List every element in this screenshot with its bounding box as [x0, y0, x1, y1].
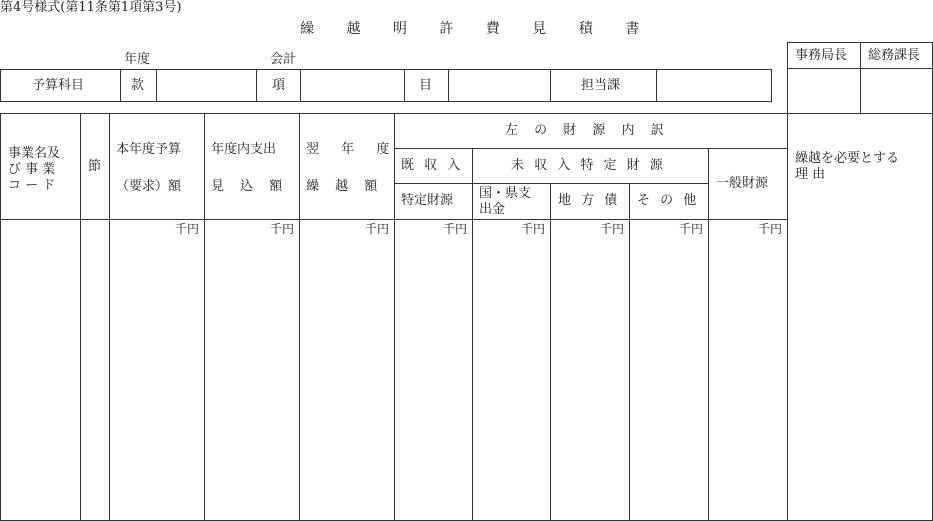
col-reason-line2: 理 由	[795, 167, 826, 182]
dept-field[interactable]	[657, 70, 771, 101]
kou-field[interactable]	[301, 70, 403, 101]
col-project-line3: コ ー ド	[8, 178, 56, 193]
project-cell[interactable]	[1, 220, 79, 520]
fiscal-year-label: 年度	[124, 52, 151, 67]
specific-cell[interactable]	[395, 238, 471, 520]
dept-label: 担当課	[581, 78, 621, 93]
unit-other: 千円	[678, 222, 703, 236]
col-section: 節	[88, 159, 102, 174]
director-stamp-area[interactable]	[788, 69, 859, 113]
budget-row-divider	[404, 69, 405, 102]
funding-header: 左 の 財 源 内 訳	[505, 123, 670, 138]
other-cell[interactable]	[630, 238, 707, 520]
col-project-line1	[8, 147, 74, 160]
unreceived-header-bottom	[394, 183, 708, 184]
col-other: そ の 他	[637, 193, 700, 208]
kan-label: 款	[131, 78, 145, 93]
unit-general: 千円	[757, 222, 782, 236]
budget-row-divider	[120, 69, 121, 102]
col-subsidy-line2: 出金	[479, 202, 506, 217]
unit-bond: 千円	[599, 222, 624, 236]
moku-field[interactable]	[449, 70, 549, 101]
col-received: 既 収 入	[401, 158, 464, 173]
col-carry-line2: 繰 越 額	[306, 179, 384, 194]
funding-header-bottom	[394, 148, 787, 149]
budget-row-divider	[256, 69, 257, 102]
col-bond: 地 方 債	[558, 193, 621, 208]
unit-carry: 千円	[364, 222, 389, 236]
budget-row-divider	[550, 69, 551, 102]
reason-cell[interactable]	[788, 190, 932, 520]
section-cell[interactable]	[81, 220, 108, 520]
accounting-label: 会計	[270, 52, 297, 67]
col-budget-line2: （要求）額	[116, 179, 182, 194]
section-chief-stamp-area[interactable]	[861, 69, 932, 113]
subsidy-cell[interactable]	[473, 238, 549, 520]
form-number: 第4号様式(第11条第1項第3号)	[0, 0, 182, 15]
document-title: 繰 越 明 許 費 見 積 書	[300, 21, 654, 37]
col-specific: 特定財源	[401, 193, 454, 208]
unit-subsidy: 千円	[520, 222, 545, 236]
col-expend-line2: 見 込 額	[211, 179, 289, 194]
unit-expend: 千円	[269, 222, 294, 236]
unit-budget: 千円	[174, 222, 199, 236]
section-chief-label: 総務課長	[868, 48, 921, 63]
general-cell[interactable]	[709, 238, 786, 520]
col-budget-line1: 本年度予算	[116, 142, 182, 157]
budget-cell[interactable]	[110, 238, 203, 520]
kou-label: 項	[272, 78, 286, 93]
col-unreceived: 未 収 入 特 定 財 源	[511, 158, 666, 173]
col-general: 一般財源	[716, 176, 769, 191]
expend-cell[interactable]	[205, 238, 298, 520]
col-subsidy-line1: 国・県支	[479, 186, 532, 201]
kan-field[interactable]	[157, 70, 255, 101]
unit-specific: 千円	[442, 222, 467, 236]
col-reason-line1: 繰越を必要とする	[795, 151, 900, 166]
budget-subject-label: 予算科目	[32, 78, 85, 93]
bond-cell[interactable]	[551, 238, 628, 520]
col-project-line2: び 事 業	[8, 162, 56, 177]
col-expend-line1: 年度内支出	[211, 142, 277, 157]
moku-label: 目	[419, 78, 433, 93]
director-label: 事務局長	[795, 48, 848, 63]
project-line1-text: 事業名及	[8, 146, 61, 161]
carry-cell[interactable]	[300, 238, 393, 520]
col-carry-line1: 翌 年 度	[306, 142, 399, 157]
